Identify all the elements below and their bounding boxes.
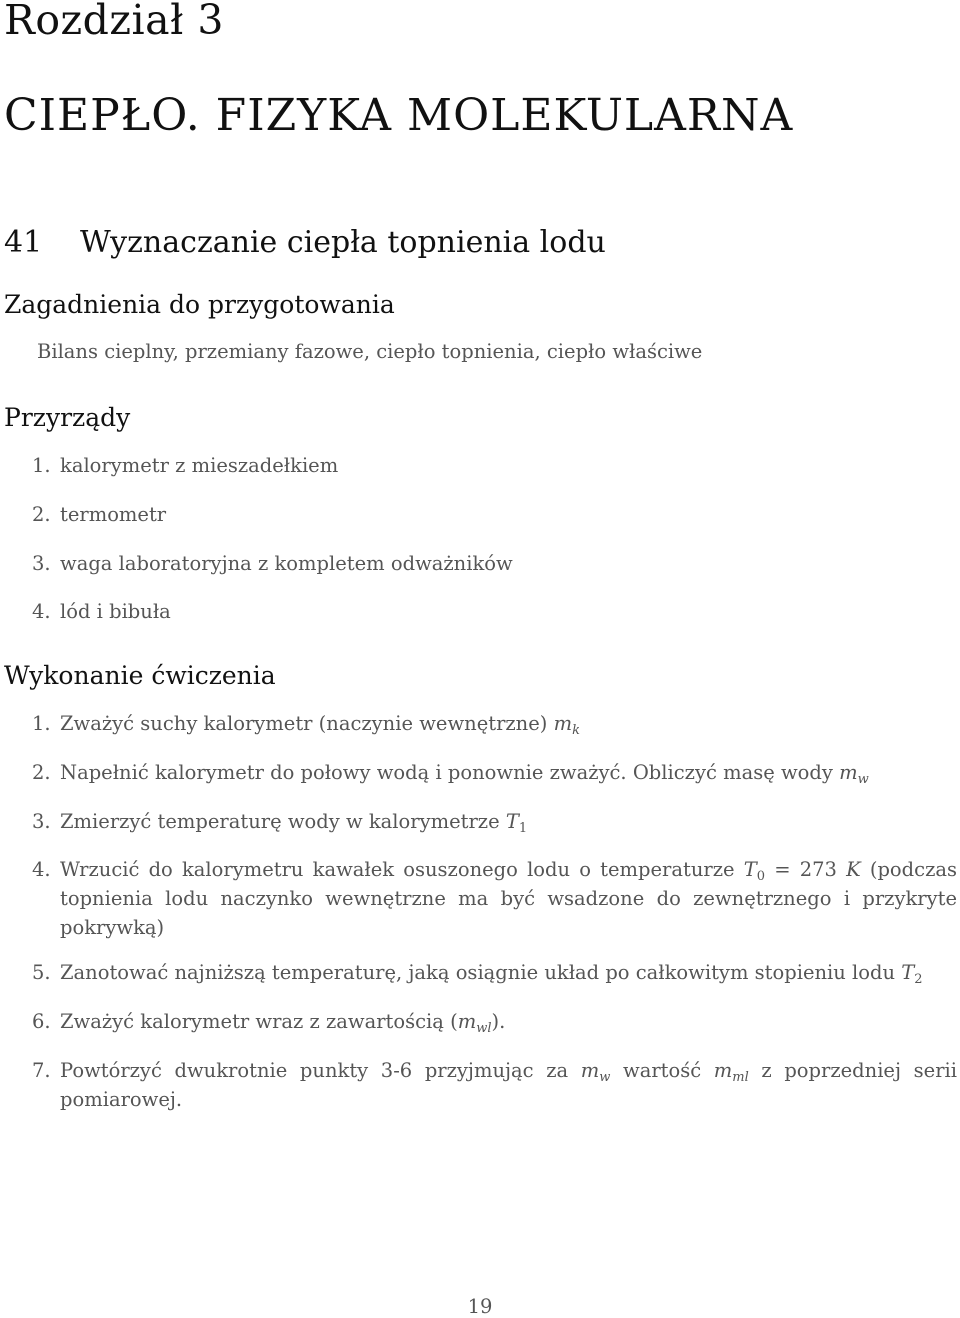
procedure-step: 4. Wrzucić do kalorymetru kawałek osuszonego lodu o temperaturze $T_0 = 273$ K (podczas topnienia lodu naczynko wewnętrzne ma być wsadzone do zewnętrznego i przykryte pokrywką): [32, 858, 957, 939]
chapter-label: Rozdział 3: [4, 0, 224, 44]
page-number: 19: [467, 1295, 493, 1318]
instrument-item: 1. kalorymetr z mieszadełkiem: [32, 454, 339, 477]
instrument-item: 2. termometr: [32, 503, 167, 526]
procedure-step: 3. Zmierzyć temperaturę wody w kalorymetrze $T_1$: [32, 810, 528, 836]
procedure-step: 6. Zważyć kalorymetr wraz z zawartością $(m_{wl})$.: [32, 1010, 506, 1036]
procedure-heading: Wykonanie ćwiczenia: [4, 661, 276, 690]
procedure-step: 7. Powtórzyć dwukrotnie punkty 3-6 przyjmując za $m_w$ wartość $m_{ml}$ z poprzedniej serii pomiarowej.: [32, 1059, 957, 1111]
section-title: Wyznaczanie ciepła topnienia lodu: [80, 225, 606, 260]
procedure-step: 2. Napełnić kalorymetr do połowy wodą i ponownie zważyć. Obliczyć masę wody $m_w$: [32, 761, 869, 787]
preparation-heading: Zagadnienia do przygotowania: [4, 290, 395, 319]
section-heading: [4, 225, 606, 260]
instrument-item: 4. lód i bibuła: [32, 600, 171, 623]
chapter-title: CIEPŁO. FIZYKA MOLEKULARNA: [4, 90, 794, 141]
procedure-step: 1. Zważyć suchy kalorymetr (naczynie wewnętrzne) $m_k$: [32, 712, 580, 738]
instruments-heading: Przyrządy: [4, 403, 131, 432]
instrument-item: 3. waga laboratoryjna z kompletem odważników: [32, 552, 513, 575]
procedure-step: 5. Zanotować najniższą temperaturę, jaką osiągnie układ po całkowitym stopieniu lodu $T_2$: [32, 961, 923, 987]
preparation-text: Bilans cieplny, przemiany fazowe, ciepło topnienia, ciepło właściwe: [37, 340, 703, 363]
section-number: 41: [4, 225, 43, 260]
